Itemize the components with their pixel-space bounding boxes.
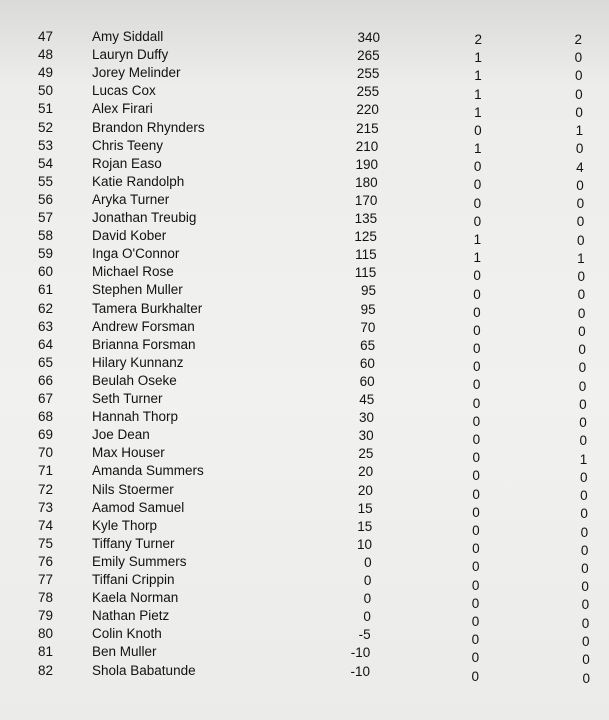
rank-cell: 59 [38,246,54,262]
count-1-cell: 0 [473,159,482,175]
count-2-cell: 0 [580,524,589,540]
count-1-cell: 0 [473,268,481,284]
points-cell: 15 [357,518,373,534]
points-cell: 215 [356,120,379,136]
count-2-cell: 1 [575,123,584,139]
name-cell: Brandon Rhynders [92,119,205,135]
name-cell: Tiffani Crippin [92,572,175,587]
count-2-cell: 0 [579,415,587,431]
name-cell: Nathan Pietz [92,608,170,624]
table-row [0,372,609,394]
count-2-cell: 1 [577,250,585,266]
table-row [0,553,609,576]
count-1-cell: 0 [474,122,482,138]
count-1-cell: 0 [471,632,480,648]
count-2-cell: 2 [574,32,582,47]
points-cell: 340 [357,30,380,45]
rank-cell: 58 [38,228,54,244]
rank-cell: 64 [38,336,54,352]
table-row [0,155,609,173]
count-2-cell: 0 [580,488,588,504]
table-row [0,318,609,339]
rank-cell: 82 [38,662,54,678]
points-cell: 20 [357,482,373,498]
count-2-cell: 0 [582,670,590,686]
name-cell: Lauryn Duffy [92,47,169,63]
count-2-cell: 0 [577,269,585,285]
name-cell: Emily Summers [92,553,187,569]
count-1-cell: 1 [474,68,482,84]
points-cell: 95 [360,301,376,317]
points-cell: 30 [358,428,374,444]
points-cell: 135 [354,211,378,226]
count-2-cell: 0 [576,214,585,230]
points-cell: 210 [355,138,379,154]
count-1-cell: 0 [472,504,480,520]
table-row [0,499,609,522]
count-2-cell: 0 [582,652,590,668]
count-1-cell: 0 [472,468,480,484]
count-1-cell: 0 [472,541,480,557]
count-1-cell: 0 [472,377,481,393]
table-row [0,625,609,649]
rank-cell: 48 [38,47,54,63]
table-row [0,607,609,631]
points-cell: 115 [354,265,377,281]
count-2-cell: 0 [578,378,587,394]
name-cell: Nils Stoermer [92,481,174,497]
points-cell: 170 [354,192,378,208]
count-2-cell: 0 [578,323,586,339]
points-cell: 190 [355,156,378,172]
rank-cell: 55 [38,173,54,189]
table-row [0,336,609,358]
rank-cell: 66 [38,372,54,388]
count-1-cell: 0 [473,195,482,211]
table-row [0,28,609,46]
count-1-cell: 1 [474,86,482,102]
count-2-cell: 0 [578,342,586,358]
table-row [0,245,609,266]
rank-cell: 79 [38,608,54,624]
name-cell: Tiffany Turner [92,535,175,551]
table-row [0,137,609,155]
count-1-cell: 0 [473,177,482,193]
points-cell: -10 [350,663,370,679]
table-row [0,517,609,540]
table-row [0,462,609,485]
count-2-cell: 0 [579,469,588,485]
name-cell: Michael Rose [92,264,174,280]
points-cell: 180 [355,174,378,190]
count-1-cell: 0 [473,304,481,320]
table-row [0,354,609,376]
name-cell: Colin Knoth [92,626,162,642]
count-1-cell: 0 [472,522,480,538]
count-1-cell: 0 [472,413,481,429]
count-1-cell: 1 [473,141,482,157]
name-cell: Chris Teeny [92,137,164,153]
name-cell: Stephen Muller [92,282,183,298]
points-cell: 0 [363,573,372,588]
points-cell: 60 [359,373,375,389]
rank-cell: 47 [38,29,54,44]
points-cell: 45 [359,392,375,407]
count-2-cell: 0 [575,141,584,157]
table-row [0,119,609,137]
rank-cell: 49 [38,65,54,81]
points-cell: 220 [356,102,379,118]
count-2-cell: 0 [579,433,587,449]
rank-cell: 51 [38,101,54,117]
rank-cell: 57 [38,210,54,225]
rank-cell: 78 [38,590,54,606]
name-cell: Amy Siddall [92,29,164,44]
points-cell: 265 [357,48,380,64]
count-2-cell: 0 [576,196,585,212]
count-1-cell: 0 [471,613,480,629]
name-cell: Hilary Kunnanz [92,354,184,370]
name-cell: Katie Randolph [92,173,185,189]
points-cell: 30 [358,410,374,426]
points-cell: -10 [350,645,371,661]
name-cell: Inga O'Connor [92,246,180,262]
name-cell: Hannah Thorp [92,409,179,425]
points-cell: 60 [359,355,375,371]
points-cell: 15 [357,500,373,516]
rank-cell: 52 [38,119,54,135]
name-cell: Aryka Turner [92,191,170,207]
count-1-cell: 0 [473,286,481,302]
name-cell: Ben Muller [92,644,157,660]
table-row [0,426,609,449]
count-2-cell: 0 [577,305,586,321]
count-1-cell: 0 [471,577,480,593]
rank-cell: 53 [38,137,54,153]
name-cell: Jonathan Treubig [92,210,197,225]
points-cell: 115 [355,247,377,263]
table-row [0,408,609,431]
table-row [0,643,609,668]
points-cell: 25 [358,446,374,462]
name-cell: Kaela Norman [92,590,179,606]
rank-cell: 50 [38,83,54,99]
count-2-cell: 4 [576,159,584,175]
count-2-cell: 0 [581,560,589,576]
count-2-cell: 0 [574,68,583,84]
table-row [0,535,609,558]
points-cell: 0 [364,554,372,570]
count-1-cell: 0 [472,395,481,411]
count-1-cell: 0 [471,559,480,575]
name-cell: Andrew Forsman [92,318,195,334]
count-2-cell: 0 [575,104,583,120]
rank-cell: 68 [38,409,54,425]
count-1-cell: 0 [471,650,480,666]
rank-cell: 81 [38,644,54,660]
count-2-cell: 0 [576,232,585,248]
table-row [0,209,609,230]
count-1-cell: 1 [473,231,482,247]
name-cell: Seth Turner [92,391,163,406]
table-row [0,444,609,467]
table-row [0,173,609,191]
count-2-cell: 0 [576,177,584,193]
count-2-cell: 0 [581,597,590,613]
count-1-cell: 0 [472,450,480,466]
count-2-cell: 0 [578,360,587,376]
name-cell: Alex Firari [92,101,153,117]
points-cell: 70 [360,319,376,335]
name-cell: Kyle Thorp [92,517,158,533]
points-cell: 0 [363,591,372,607]
name-cell: Shola Babatunde [92,662,196,678]
count-1-cell: 0 [471,595,480,611]
table-row [0,263,609,285]
count-1-cell: 0 [473,213,482,229]
rank-cell: 72 [38,481,54,497]
name-cell: Tamera Burkhalter [92,300,203,316]
count-2-cell: 0 [574,50,583,66]
table-row [0,662,609,686]
name-cell: Lucas Cox [92,83,156,99]
table-row [0,481,609,504]
rank-cell: 73 [38,499,54,515]
points-cell: 95 [360,283,376,299]
count-2-cell: 0 [580,542,589,558]
table-row [0,82,609,100]
count-2-cell: 0 [575,86,583,102]
rank-cell: 56 [38,191,54,207]
count-2-cell: 0 [579,396,587,412]
points-cell: 65 [360,337,376,353]
table-row [0,191,609,212]
rank-cell: 70 [38,445,54,461]
table-row [0,100,609,118]
count-1-cell: 0 [471,668,479,684]
table-row [0,589,609,613]
name-cell: Rojan Easo [92,155,162,171]
rank-cell: 71 [38,463,54,479]
name-cell: Aamod Samuel [92,499,185,515]
count-2-cell: 1 [579,451,588,467]
count-1-cell: 1 [474,50,482,66]
name-cell: Beulah Oseke [92,372,177,388]
rank-cell: 74 [38,517,54,533]
rank-cell: 61 [38,282,54,298]
table-row [0,46,609,64]
points-cell: 255 [356,66,380,82]
rank-cell: 67 [38,391,54,406]
rank-cell: 65 [38,354,54,370]
rank-cell: 60 [38,264,54,280]
count-1-cell: 1 [473,250,481,266]
table-row [0,227,609,248]
count-1-cell: 0 [472,359,481,375]
table-row [0,281,609,303]
count-2-cell: 0 [581,579,589,595]
name-cell: Joe Dean [92,427,150,443]
count-1-cell: 0 [472,341,481,357]
rank-cell: 76 [38,553,54,569]
rank-cell: 80 [38,626,54,642]
count-1-cell: 0 [472,486,480,502]
count-1-cell: 0 [472,432,481,448]
count-2-cell: 0 [577,287,586,303]
rank-cell: 54 [38,155,54,171]
table-row [0,64,609,82]
name-cell: Jorey Melinder [92,65,181,81]
name-cell: Max Houser [92,445,165,461]
rank-cell: 77 [38,572,54,587]
name-cell: Amanda Summers [92,463,204,479]
table-row [0,571,609,595]
count-2-cell: 0 [581,615,590,631]
points-cell: 125 [354,229,377,245]
count-1-cell: 1 [474,104,482,120]
points-cell: 20 [358,464,374,480]
count-1-cell: 0 [473,322,481,338]
rank-cell: 69 [38,427,54,443]
points-cell: 0 [363,609,371,625]
count-1-cell: 2 [474,32,482,47]
count-2-cell: 0 [580,506,588,522]
rank-cell: 75 [38,535,54,551]
points-cell: 255 [356,84,380,100]
name-cell: David Kober [92,228,167,244]
points-cell: -5 [358,627,371,643]
rank-cell: 62 [38,300,54,316]
rank-cell: 63 [38,318,54,334]
points-cell: 10 [356,536,372,552]
count-2-cell: 0 [581,633,590,649]
table-row [0,390,609,412]
name-cell: Brianna Forsman [92,336,196,352]
table-row [0,300,609,321]
